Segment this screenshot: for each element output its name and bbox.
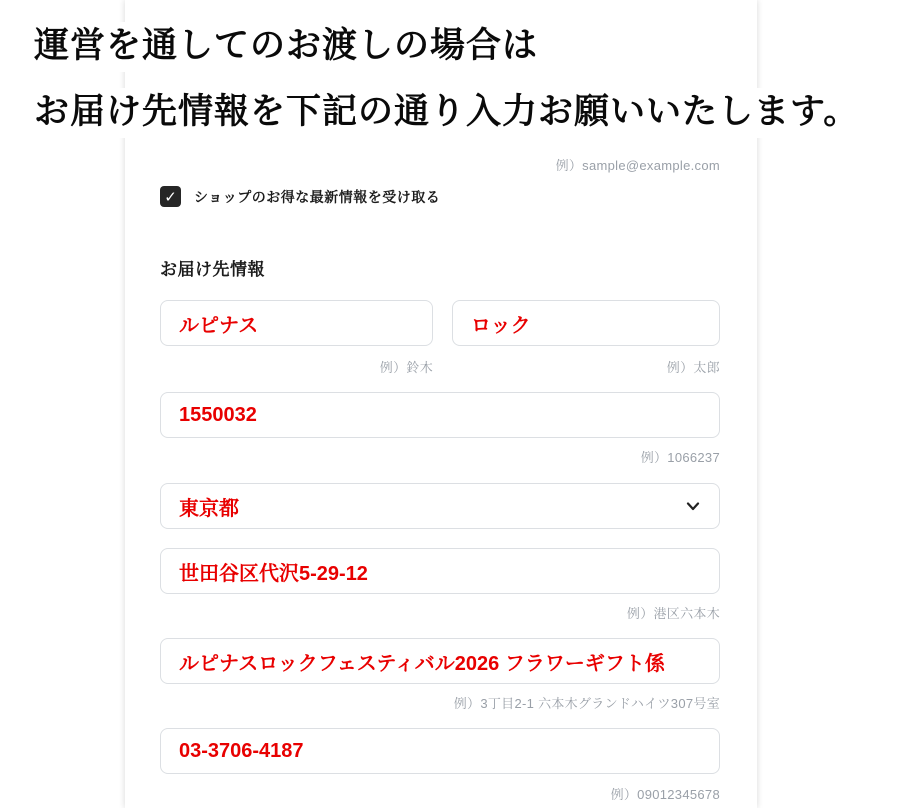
phone-input[interactable] xyxy=(160,728,720,774)
address-building-example-hint: 例）3丁目2-1 六本木グランドハイツ307号室 xyxy=(453,696,720,711)
first-name-input[interactable] xyxy=(452,300,720,346)
phone-example-hint: 例）09012345678 xyxy=(610,787,720,802)
annotation-line-1: 運営を通してのお渡しの場合は xyxy=(30,22,544,72)
chevron-down-icon xyxy=(685,498,701,514)
address-city-example-hint: 例）港区六本木 xyxy=(626,606,720,621)
section-title-shipping: お届け先情報 xyxy=(160,260,265,279)
newsletter-checkbox-row[interactable] xyxy=(160,186,440,207)
prefecture-select[interactable] xyxy=(160,483,720,529)
address-building-input[interactable] xyxy=(160,638,720,684)
check-icon: ✓ xyxy=(164,188,177,206)
newsletter-checkbox[interactable] xyxy=(160,186,181,207)
annotation-heading xyxy=(30,22,865,138)
prefecture-value: 東京都 xyxy=(179,497,239,520)
postal-code-example-hint: 例）1066237 xyxy=(640,450,720,465)
address-city-input[interactable] xyxy=(160,548,720,594)
newsletter-label[interactable]: ショップのお得な最新情報を受け取る xyxy=(194,188,441,205)
first-name-example-hint: 例）太郎 xyxy=(666,360,720,375)
last-name-example-hint: 例）鈴木 xyxy=(379,360,433,375)
last-name-input[interactable] xyxy=(160,300,433,346)
postal-code-input[interactable] xyxy=(160,392,720,438)
email-example-hint: 例）sample@example.com xyxy=(555,158,720,173)
annotation-line-2: お届け先情報を下記の通り入力お願いいたします。 xyxy=(30,88,865,138)
